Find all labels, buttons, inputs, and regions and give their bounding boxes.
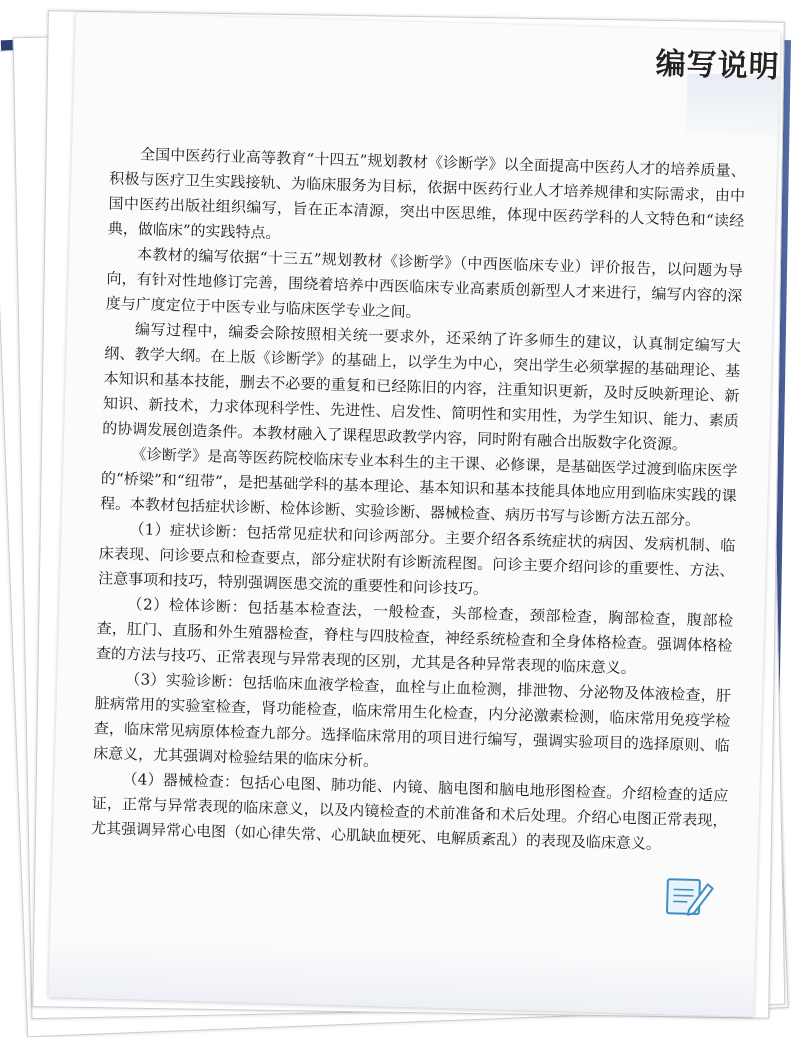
- paragraph-physical-exam: （2）检体诊断：包括基本检查法，一般检查，头部检查，颈部检查，胸部检查，腹部检查，肛门、直肠和外生殖器检查，脊柱与四肢检查，神经系统检查和全身体格检查。强调体格检查的方法与技巧、正常表现与异常表现的区别，尤其是各种异常表现的临床意义。: [96, 591, 734, 684]
- paragraph-symptom-diagnosis: （1）症状诊断：包括常见症状和问诊两部分。主要介绍各系统症状的病因、发病机制、临床表现、问诊要点和检查要点，部分症状附有诊断流程图。问诊主要介绍问诊的重要性、方法、注意事项和技巧，特别强调医患交流的重要性和问诊技巧。: [98, 516, 736, 609]
- pencil-note-icon: [663, 871, 716, 918]
- paragraph-basis: 本教材的编写依据“十三五”规划教材《诊断学》（中西医临床专业）评价报告，以问题为导向，有针对性地修订完善，围绕着培养中西医临床专业高素质创新型人才来进行，编写内容的深度与广度定位于中医专业与临床医学专业之间。: [105, 241, 743, 334]
- document-body: [91, 141, 746, 858]
- page-title: 编写说明: [655, 39, 780, 86]
- document-page: [48, 12, 780, 1016]
- paragraph-lab-diagnosis: （3）实验诊断：包括临床血液学检查，血栓与止血检测，排泄物、分泌物及体液检查，肝脏病常用的实验室检查，肾功能检查，临床常用生化检查，内分泌激素检测，临床常用免疫学检查，临床常见病原体检查九部分。选择临床常用的项目进行编写，强调实验项目的选择原则、临床意义，尤其强调对检验结果的临床分析。: [93, 666, 732, 784]
- paragraph-process: 编写过程中，编委会除按照相关统一要求外，还采纳了许多师生的建议，认真制定编写大纲、教学大纲。在上版《诊断学》的基础上，以学生为中心，突出学生必须掌握的基础理论、基本知识和基本技能，删去不必要的重复和已经陈旧的内容，注重知识更新，及时反映新理论、新知识、新技术，力求体现科学性、先进性、启发性、简明性和实用性，为学生知识、能力、素质的协调发展创造条件。本教材融入了课程思政教学内容，同时附有融合出版数字化资源。: [102, 316, 741, 459]
- paragraph-intro: 全国中医药行业高等教育“十四五”规划教材《诊断学》以全面提高中医药人才的培养质量、积极与医疗卫生实践接轨、为临床服务为目标，依据中医药行业人才培养规律和实际需求，由中国中医药出版社组织编写，旨在正本清源，突出中医思维，体现中医药学科的人文特色和“读经典，做临床”的实践特点。: [108, 141, 747, 259]
- paragraph-course: 《诊断学》是高等医药院校临床专业本科生的主干课、必修课，是基础医学过渡到临床医学的“桥梁”和“纽带”，是把基础学科的基本理论、基本知识和基本技能具体地应用到临床实践的课程。本教材包括症状诊断、检体诊断、实验诊断、器械检查、病历书写与诊断方法五部分。: [100, 441, 738, 534]
- paragraph-instrument-exam: （4）器械检查：包括心电图、肺功能、内镜、脑电图和脑电地形图检查。介绍检查的适应证，正常与异常表现的临床意义，以及内镜检查的术前准备和术后处理。介绍心电图正常表现，尤其强调异常心电图（如心律失常、心肌缺血梗死、电解质紊乱）的表现及临床意义。: [91, 766, 729, 859]
